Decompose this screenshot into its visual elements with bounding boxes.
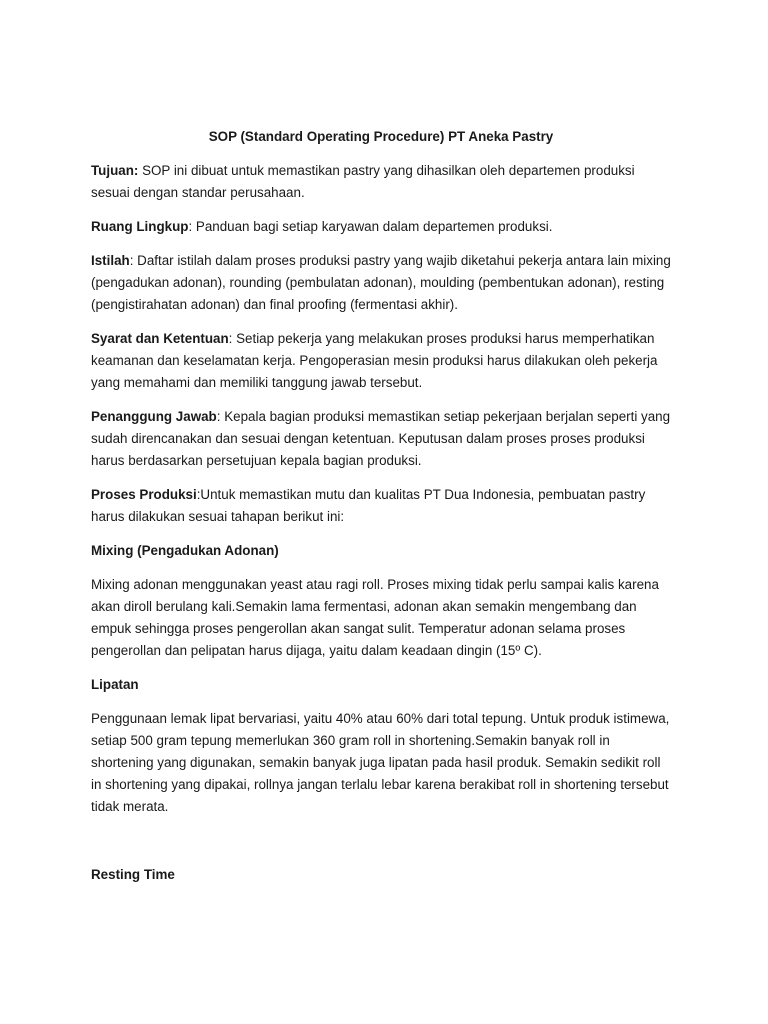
section-label: Penanggung Jawab (91, 409, 217, 424)
section-label: Ruang Lingkup (91, 219, 189, 234)
document-title: SOP (Standard Operating Procedure) PT Aneka Pastry (208, 129, 554, 144)
section-istilah (91, 250, 671, 316)
heading-resting-time: Resting Time (91, 867, 175, 882)
heading-lipatan: Lipatan (91, 677, 139, 692)
section-text: : Daftar istilah dalam proses produksi pastry yang wajib diketahui pekerja antara lain mixing (pengadukan adonan), rounding (pembulatan adonan), moulding (pembentukan adonan), resting (pengistirahatan adonan) dan final proofing (fermentasi akhir). (91, 253, 671, 312)
paragraph-mixing: Mixing adonan menggunakan yeast atau ragi roll. Proses mixing tidak perlu sampai kalis karena akan diroll berulang kali.Semakin lama fermentasi, adonan akan semakin mengembang dan empuk sehingga proses pengerollan akan sangat sulit. Temperatur adonan selama proses pengerollan dan pelipatan harus dijaga, yaitu dalam keadaan dingin (15º C). (91, 577, 659, 658)
paragraph-lipatan: Penggunaan lemak lipat bervariasi, yaitu 40% atau 60% dari total tepung. Untuk produk istimewa, setiap 500 gram tepung memerlukan 360 gram roll in shortening.Semakin banyak roll in shortening yang digunakan, semakin banyak juga lipatan pada hasil produk. Semakin sedikit roll in shortening yang dipakai, rollnya jangan terlalu lebar karena berakibat roll in shortening tersebut tidak merata. (91, 711, 670, 814)
document-page (91, 126, 671, 898)
section-label: Tujuan: (91, 163, 139, 178)
section-proses-produksi (91, 484, 671, 528)
section-text: SOP ini dibuat untuk memastikan pastry yang dihasilkan oleh departemen produksi sesuai dengan standar perusahaan. (91, 163, 635, 200)
section-syarat-ketentuan (91, 328, 671, 394)
section-label: Syarat dan Ketentuan (91, 331, 229, 346)
section-label: Proses Produksi (91, 487, 197, 502)
section-tujuan (91, 160, 671, 204)
section-text: :Untuk memastikan mutu dan kualitas PT Dua Indonesia, pembuatan pastry harus dilakukan sesuai tahapan berikut ini: (91, 487, 646, 524)
spacer (91, 830, 671, 864)
section-label: Istilah (91, 253, 130, 268)
heading-mixing: Mixing (Pengadukan Adonan) (91, 543, 279, 558)
section-text: : Kepala bagian produksi memastikan setiap pekerjaan berjalan seperti yang sudah direncanakan dan sesuai dengan ketentuan. Keputusan dalam proses proses produksi harus berdasarkan persetujuan kepala bagian produksi. (91, 409, 671, 468)
section-text: : Setiap pekerja yang melakukan proses produksi harus memperhatikan keamanan dan keselamatan kerja. Pengoperasian mesin produksi harus dilakukan oleh pekerja yang memahami dan memiliki tanggung jawab tersebut. (91, 331, 658, 390)
section-penanggung-jawab (91, 406, 671, 472)
section-ruang-lingkup (91, 216, 671, 238)
section-text: : Panduan bagi setiap karyawan dalam departemen produksi. (188, 219, 553, 234)
